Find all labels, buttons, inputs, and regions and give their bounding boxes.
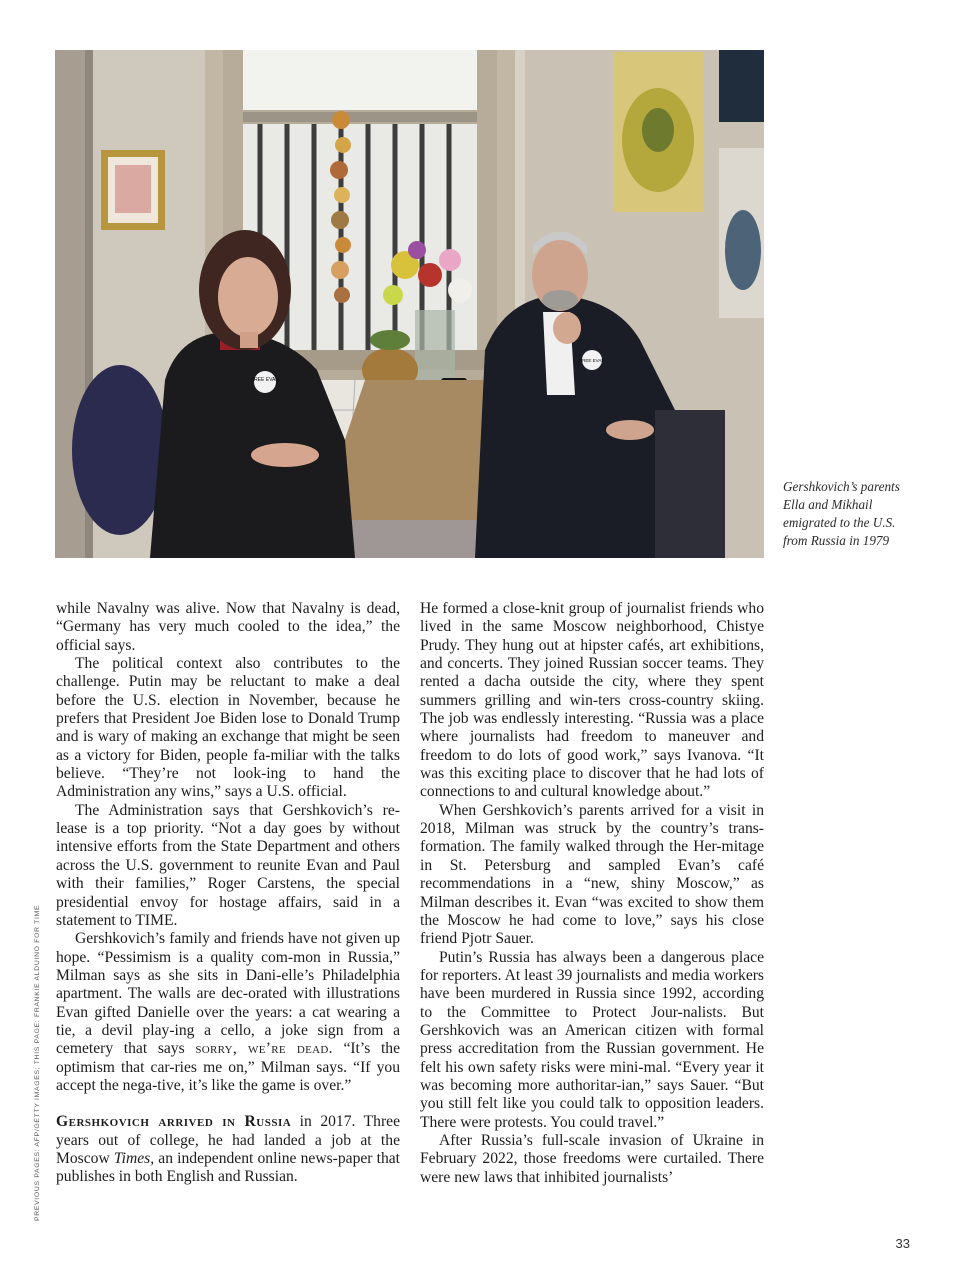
right-paragraph-3: Putin’s Russia has always been a dangerous place for reporters. At least 39 journalists and media workers have been murdered in Russia since 1992, according to the Committee to Protect Jour-nalists. But Gershkovich was an American citizen with formal press accreditation from the Russian government. He felt his own safety risks were mini-mal. “Every year it was becoming more authoritar-ian,” says Sauer. “But you still felt like you could talk to opposition leaders. There were protests. You could travel.” xyxy=(420,948,764,1131)
left-paragraph-5-end: an independent online news-paper that publishes in both English and Russian. xyxy=(56,1149,401,1186)
left-column xyxy=(56,600,400,1187)
left-paragraph-4-text: Gershkovich’s family and friends have not given up hope. “Pessimism is a quality com-mon in Russia,” Milman says as she sits in Dani-elle’s Philadelphia apartment. The walls are dec-orated with illustrations Evan gifted Danielle over the years: a cat wearing a tie, a devil play-ing a cello, a joke sign from a cemetery that says xyxy=(56,930,400,1058)
photo-illustration xyxy=(55,50,764,558)
photo-caption: Gershkovich’s parents Ella and Mikhail emigrated to the U.S. from Russia in 1979 xyxy=(783,479,900,548)
sign-text: sorry, we’re dead. xyxy=(195,1040,333,1058)
left-paragraph-4 xyxy=(56,930,400,1095)
left-paragraph-1: while Navalny was alive. Now that Navalny is dead, “Germany has very much cooled to the idea,” the official says. xyxy=(56,600,400,654)
right-paragraph-1: He formed a close-knit group of journalist friends who lived in the same Moscow neighborhood, Chistye Prudy. They hung out at hipster cafés, art exhibitions, and concerts. They joined Russian soccer teams. They rented a dacha outside the city, where they spent summers grilling and win-ters cross-country skiing. The job was endlessly interesting. “Russia was a place where journalists had freedom to maneuver and freedom to do lots of good work,” says Ivanova. “It was this exciting place to discover that he had lots of connections to and cultural knowledge about.” xyxy=(420,600,764,801)
article-photo xyxy=(55,50,764,558)
right-paragraph-2: When Gershkovich’s parents arrived for a visit in 2018, Milman was struck by the country’s trans-formation. The family walked through the Her-mitage in St. Petersburg and sampled Evan’s café recommendations in a “new, shiny Moscow,” as Milman describes it. Evan “was excited to show them the Moscow he had come to love,” says his close friend Pjotr Sauer. xyxy=(420,801,764,948)
section-lead-in: Gershkovich arrived in Russia xyxy=(56,1113,292,1131)
left-paragraph-2: The political context also contributes to the challenge. Putin may be reluctant to make a deal before the U.S. election in November, because he prefers that President Joe Biden lose to Donald Trump and is wary of making an exchange that might be seen as a victory for Biden, people fa-miliar with the talks believe. “They’re not look-ing to hand the Administration any wins,” says a U.S. official. xyxy=(56,655,400,801)
right-paragraph-4: After Russia’s full-scale invasion of Ukraine in February 2022, those freedoms were curtailed. There were new laws that inhibited journalists’ xyxy=(420,1131,764,1186)
photo-credit: PREVIOUS PAGES: AFP/GETTY IMAGES; THIS PAGE: FRANKIE ALDUINO FOR TIME xyxy=(34,904,41,1221)
right-column xyxy=(420,600,764,1187)
page-number: 33 xyxy=(895,1236,910,1251)
badge-left-text: FREE EVAN xyxy=(251,377,279,383)
left-paragraph-5-text: in 2017. Three years out of college, he had landed a job at the Moscow xyxy=(56,1113,400,1167)
left-paragraph-3: The Administration says that Gershkovich’s re-lease is a top priority. “Not a day goes by without intensive efforts from the State Department and others across the U.S. government to reunite Evan and Paul with their families,” Roger Carstens, the special presidential envoy for hostage affairs, said in a statement to TIME. xyxy=(56,801,400,929)
publication-name: Times, xyxy=(113,1149,155,1167)
left-paragraph-5 xyxy=(56,1113,400,1186)
badge-right-text: FREE EVAN xyxy=(579,358,605,363)
left-paragraph-4-quote: “It’s the optimism that car-ries me on,” Milman says. “If you accept the nega-tive, it’s like the game is over.” xyxy=(56,1040,400,1094)
